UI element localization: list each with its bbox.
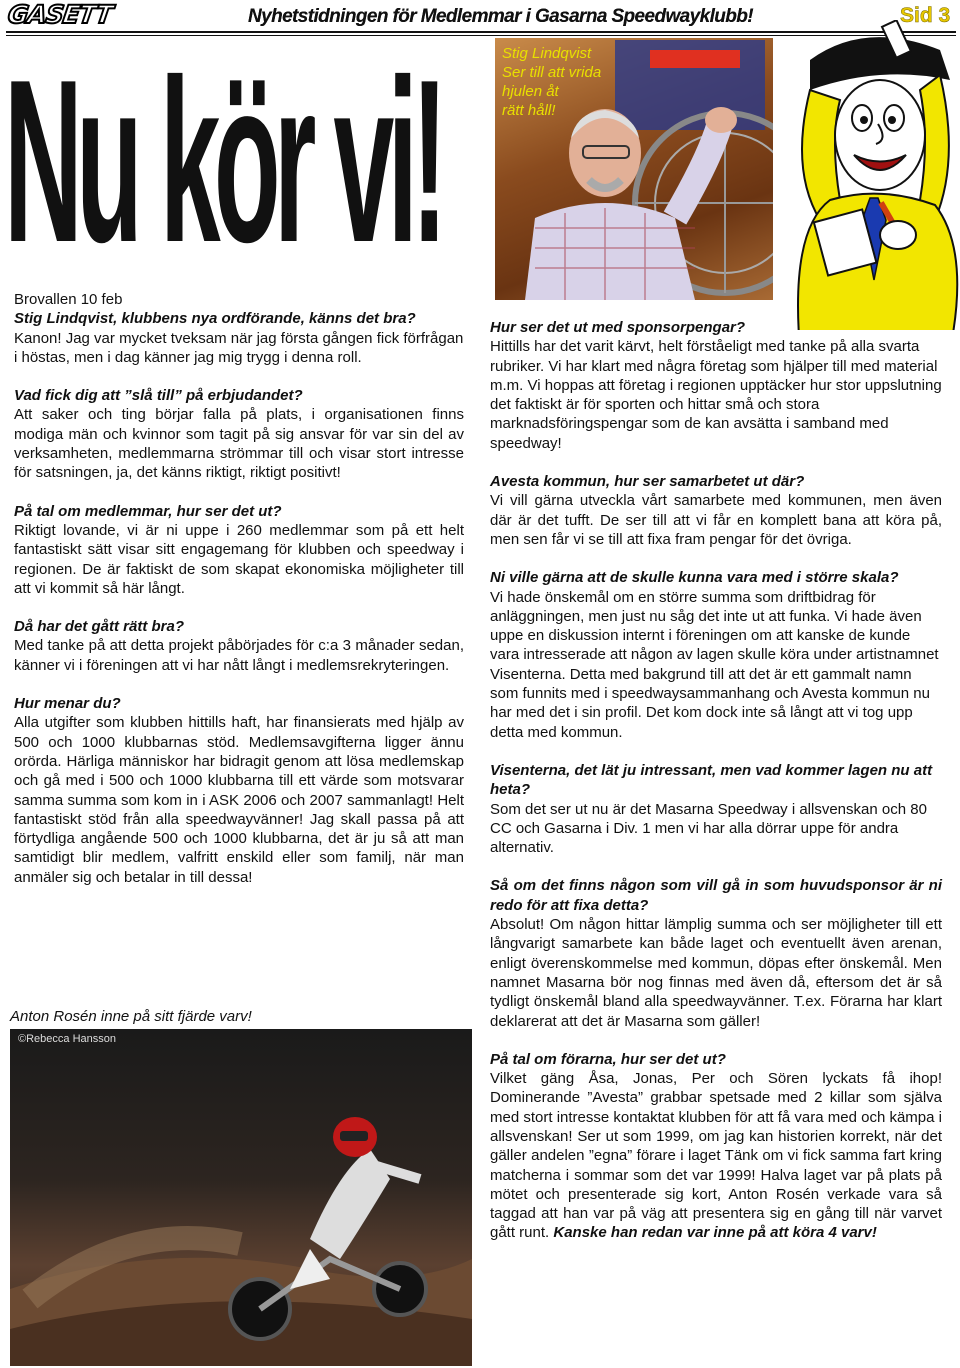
question-4: Då har det gått rätt bra? bbox=[14, 618, 185, 636]
rider-photo bbox=[10, 1029, 472, 1366]
question-1: Stig Lindqvist, klubbens nya ordförande, känns det bra? bbox=[14, 310, 416, 328]
dateline: Brovallen 10 feb bbox=[14, 291, 123, 308]
right-column bbox=[490, 318, 942, 1243]
reporter-mascot bbox=[770, 20, 960, 330]
answer-1: Kanon! Jag var mycket tveksam när jag första gången fick förfrågan i höstas, men i dag känner jag mig trygg i denna roll. bbox=[14, 329, 464, 366]
page-number: Sid 3 bbox=[900, 4, 951, 27]
rc-answer-3: Vi hade önskemål om en större summa som driftbidrag för anläggningen, men just nu såg det inte ut att funka. Vi hade även uppe en diskussion internt i föreningen om att kanske de kunde vara intresserade att någon av lagen skulle köra under artistnamnet Visenterna. Detta med bakgrund till att det är ett gammalt namn som funnits med i speedwaysammanhang och Avesta kommun nu har med det i sin profil. Det kom dock inte så långt att vi tog upp detta med kommun. bbox=[490, 588, 939, 741]
photo-caption-name: Stig Lindqvist bbox=[502, 45, 592, 62]
rc-answer-6-end: Kanske han redan var inne på att köra 4 varv! bbox=[553, 1224, 877, 1242]
left-column bbox=[14, 290, 464, 887]
question-5: Hur menar du? bbox=[14, 695, 121, 713]
mascot-illustration bbox=[770, 20, 960, 330]
rc-answer-6 bbox=[490, 1069, 942, 1243]
rc-answer-5: Absolut! Om någon hittar lämplig summa och ser möjligheter till ett långvarigt samarbete kan både laget och eventuellt även arenan, enligt överenskommelse med kommun, döpas efter önskemål. Men namnet Masarna bör nog finnas med även då, eftersom det är så tydligt önskemål bland alla speedwayvänner. T.ex. Förarna har klart deklarerat att det är Masarna som gäller! bbox=[490, 916, 942, 1030]
rider-illustration bbox=[10, 1029, 472, 1366]
photo-credit: ©Rebecca Hansson bbox=[18, 1033, 116, 1045]
rc-question-6: På tal om förarna, hur ser det ut? bbox=[490, 1050, 726, 1068]
photo-caption-line2: hjulen åt bbox=[502, 83, 559, 100]
rc-question-5: Så om det finns någon som vill gå in som huvudsponsor är ni redo för att fixa detta? bbox=[490, 877, 942, 914]
rc-question-2: Avesta kommun, hur ser samarbetet ut där? bbox=[490, 473, 805, 491]
question-2: Vad fick dig att ”slå till” på erbjudandet? bbox=[14, 387, 303, 405]
rc-answer-4: Som det ser ut nu är det Masarna Speedway i allsvenskan och 80 CC och Gasarna i Div. 1 men vi har alla dörrar uppe för andra alternativ. bbox=[490, 800, 927, 857]
headline: Nu kör vi! bbox=[4, 32, 442, 291]
rider-photo-caption: Anton Rosén inne på sitt fjärde varv! bbox=[10, 1008, 252, 1025]
rc-answer-6-text: Vilket gäng Åsa, Jonas, Per och Sören lyckats få ihop! Dominerande ”Avesta” grabbar spetsade med 2 killar som själva med stort intresse kontaktat klubben för att få vara med och kämpa i allsvenskan! Ser ut som 1999, om jag kan historien korrekt, när det gäller andelen ”egna” förare i laget Tänk om vi fick samma fart kring matcherna i sommar som det var 1999! Halva laget var på plats på mötet och presenterade sig kort, Anton Rosén verkade vara så taggad att han var på väg att presentera sig en gång till när varvet gått runt. bbox=[490, 1070, 942, 1242]
answer-2: Att saker och ting börjar falla på plats, i organisationen finns modiga män och kvinnor som tagit på sig ansvar för var sin del av verksamheten, medlemmarna strömmar till och visar stort intresse för satsningen, ja, det känns riktigt, riktigt positivt! bbox=[14, 406, 464, 482]
photo-caption-line1: Ser till att vrida bbox=[502, 64, 602, 81]
answer-5: Alla utgifter som klubben hittills haft, har finansierats med hjälp av 500 och 1000 klubbarnas stöd. Medlemsavgifterna ligger ännu orörda. Härliga människor har bidragit genom att lösa medlemskap och gå med i 500 och 1000 klubbarna till ett värde som motsvarar samma summa som kom in i ASK 2006 och 2007 sammanlagt! Helt fantastiskt stöd från alla speedwayvänner! Jag skall passa på att förtydliga angående 500 och 1000 klubbarna, det är ju så att man samtidigt blir medlem, valfritt enskild eller som familj, när man anmäler sig och betalar in till dessa! bbox=[14, 714, 464, 886]
rc-answer-1: Hittills har det varit kärvt, helt förståeligt med tanke på alla svarta rubriker. Vi har klart med några företag som hjälper till med material m.m. Vi hoppas att företag i regionen upptäcker hur stor uppslutning det faktiskt är för sporten och hittar små och stora marknadsföringspengar som de kan avsätta i samband med speedway! bbox=[490, 338, 942, 452]
gasett-logo: GASETT bbox=[6, 0, 114, 29]
newsletter-title bbox=[248, 6, 753, 28]
photo-caption bbox=[502, 44, 601, 120]
newsletter-title-text: Nyhetstidningen för Medlemmar i Gasarna Speedwayklubb! bbox=[248, 6, 753, 27]
rc-question-1: Hur ser det ut med sponsorpengar? bbox=[490, 319, 746, 336]
question-3: På tal om medlemmar, hur ser det ut? bbox=[14, 502, 282, 520]
rc-question-3: Ni ville gärna att de skulle kunna vara med i större skala? bbox=[490, 569, 899, 587]
answer-3: Riktigt lovande, vi är ni uppe i 260 medlemmar som på ett helt fantastiskt sätt visar sitt engagemang för klubben och speedway i regionen. De är faktiskt de som skapat ekonomiska möjligheter till att vi kommit så här långt. bbox=[14, 521, 464, 597]
answer-4: Med tanke på att detta projekt påbörjades för c:a 3 månader sedan, känner vi i föreningen att vi har nått långt i medlemsrekryteringen. bbox=[14, 637, 464, 674]
photo-caption-line3: rätt håll! bbox=[502, 102, 556, 119]
rc-answer-2: Vi vill gärna utveckla vårt samarbete med kommunen, men även där är det tufft. De ser till att vi får en komplett bana att köra på, men sen får vi se till att fixa fram pengar för det övriga. bbox=[490, 492, 942, 548]
rc-question-4: Visenterna, det lät ju intressant, men vad kommer lagen nu att heta? bbox=[490, 761, 933, 799]
